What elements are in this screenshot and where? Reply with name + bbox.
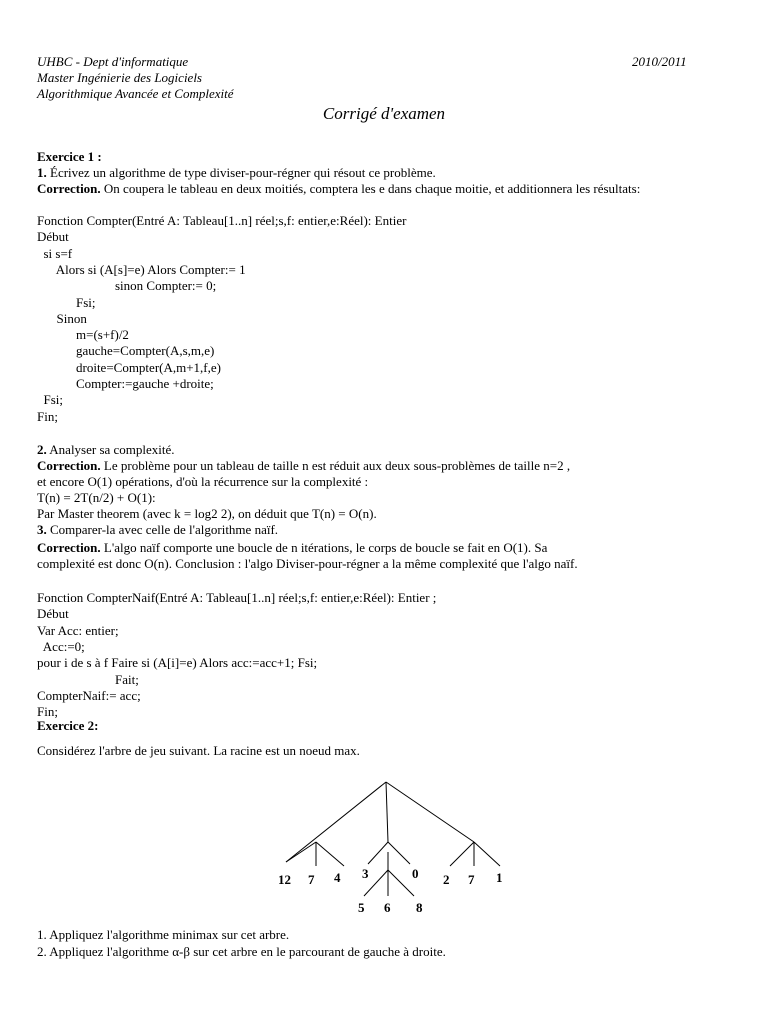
code-line: sinon Compter:= 0;	[37, 278, 217, 294]
leaf-4: 0	[412, 866, 419, 881]
code-line: Alors si (A[s]=e) Alors Compter:= 1	[37, 261, 246, 277]
code-line: Fsi;	[37, 294, 96, 310]
header-course: Algorithmique Avancée et Complexité	[37, 86, 234, 101]
c3-text-0: L'algo naïf comporte une boucle de n itérations, le corps de boucle se fait en O(1). Sa	[100, 540, 548, 555]
code-line: Fsi;	[37, 392, 64, 408]
sub-leaf-0: 5	[358, 900, 365, 915]
code-line: CompterNaif:= acc;	[37, 687, 141, 703]
c1-label: Correction.	[37, 181, 101, 196]
code-line: si s=f	[37, 245, 73, 261]
code-line: Début	[37, 229, 69, 245]
edge-sub-child-3	[388, 870, 414, 896]
ex2-heading: Exercice 2:	[37, 718, 99, 733]
ex2-question-1: 1. Appliquez l'algorithme minimax sur cet arbre.	[37, 927, 290, 942]
code-line: Fin;	[37, 408, 58, 424]
c3-label: Correction.	[37, 540, 101, 555]
header-master: Master Ingénierie des Logiciels	[37, 70, 202, 85]
edge-root-left	[286, 782, 386, 862]
ex1-heading: Exercice 1 :	[37, 149, 102, 164]
q1-text: Écrivez un algorithme de type diviser-pour-régner qui résout ce problème.	[46, 165, 436, 180]
code-line: pour i de s à f Faire si (A[i]=e) Alors acc:=acc+1; Fsi;	[37, 655, 318, 671]
q2-number: 2.	[37, 442, 47, 457]
c2-text-0: Le problème pour un tableau de taille n est réduit aux deux sous-problèmes de taille n=2 ,	[100, 458, 571, 473]
code-line: Sinon	[37, 310, 87, 326]
code-line: m=(s+f)/2	[37, 327, 129, 343]
ex2-question-2: 2. Appliquez l'algorithme α-β sur cet arbre en le parcourant de gauche à droite.	[37, 944, 446, 959]
code-line: Fonction CompterNaif(Entré A: Tableau[1..n] réel;s,f: entier,e:Réel): Entier ;	[37, 590, 437, 605]
q1-number: 1.	[37, 165, 47, 180]
edge-right-child-3	[474, 842, 500, 866]
q3-number: 3.	[37, 522, 47, 537]
page-title: Corrigé d'examen	[322, 104, 446, 123]
code-line: Début	[37, 606, 69, 622]
q2-text: Analyser sa complexité.	[46, 442, 175, 457]
sub-leaf-1: 6	[384, 900, 391, 915]
ex1-correction-3-line-1: complexité est donc O(n). Conclusion : l'algo Diviser-pour-régner a la même complexité que l'algo naïf.	[37, 556, 578, 571]
sub-leaf-2: 8	[416, 900, 423, 915]
leaf-6: 7	[468, 872, 475, 887]
edge-left-child-3	[316, 842, 344, 866]
edge-middle-child-1	[368, 842, 388, 864]
edge-left-stem	[286, 842, 316, 862]
ex1-correction-2-line-2: T(n) = 2T(n/2) + O(1):	[37, 490, 156, 505]
leaf-3: 3	[362, 866, 369, 881]
c2-label: Correction.	[37, 458, 101, 473]
header-year: 2010/2011	[632, 54, 687, 69]
header-institution: UHBC - Dept d'informatique	[37, 54, 189, 69]
edge-root-right	[386, 782, 474, 842]
code-line: Compter:=gauche +droite;	[37, 376, 214, 391]
code-line: Var Acc: entier;	[37, 622, 119, 638]
leaf-2: 4	[334, 870, 341, 885]
tree-leaves	[278, 866, 503, 915]
ex2-intro: Considérez l'arbre de jeu suivant. La racine est un noeud max.	[37, 743, 360, 758]
edge-middle-child-2	[388, 842, 410, 864]
leaf-5: 2	[443, 872, 450, 887]
code-line: Acc:=0;	[37, 638, 85, 654]
edge-root-middle	[386, 782, 388, 842]
edge-right-child-1	[450, 842, 474, 866]
code-line: gauche=Compter(A,s,m,e)	[37, 343, 215, 359]
leaf-0: 12	[278, 872, 291, 887]
q3-text: Comparer-la avec celle de l'algorithme naïf.	[46, 522, 279, 537]
ex1-correction-2-line-3: Par Master theorem (avec k = log2 2), on déduit que T(n) = O(n).	[37, 506, 377, 521]
code-line: Fonction Compter(Entré A: Tableau[1..n] réel;s,f: entier,e:Réel): Entier	[37, 213, 407, 228]
leaf-7: 1	[496, 870, 503, 885]
c1-text: On coupera le tableau en deux moitiés, comptera les e dans chaque moitie, et additionnera les résultats:	[100, 181, 641, 196]
code-line: droite=Compter(A,m+1,f,e)	[37, 359, 221, 375]
code-line: Fin;	[37, 704, 58, 720]
leaf-1: 7	[308, 872, 315, 887]
code-line: Fait;	[37, 671, 139, 687]
ex1-correction-2-line-1: et encore O(1) opérations, d'où la récurrence sur la complexité :	[37, 474, 369, 489]
